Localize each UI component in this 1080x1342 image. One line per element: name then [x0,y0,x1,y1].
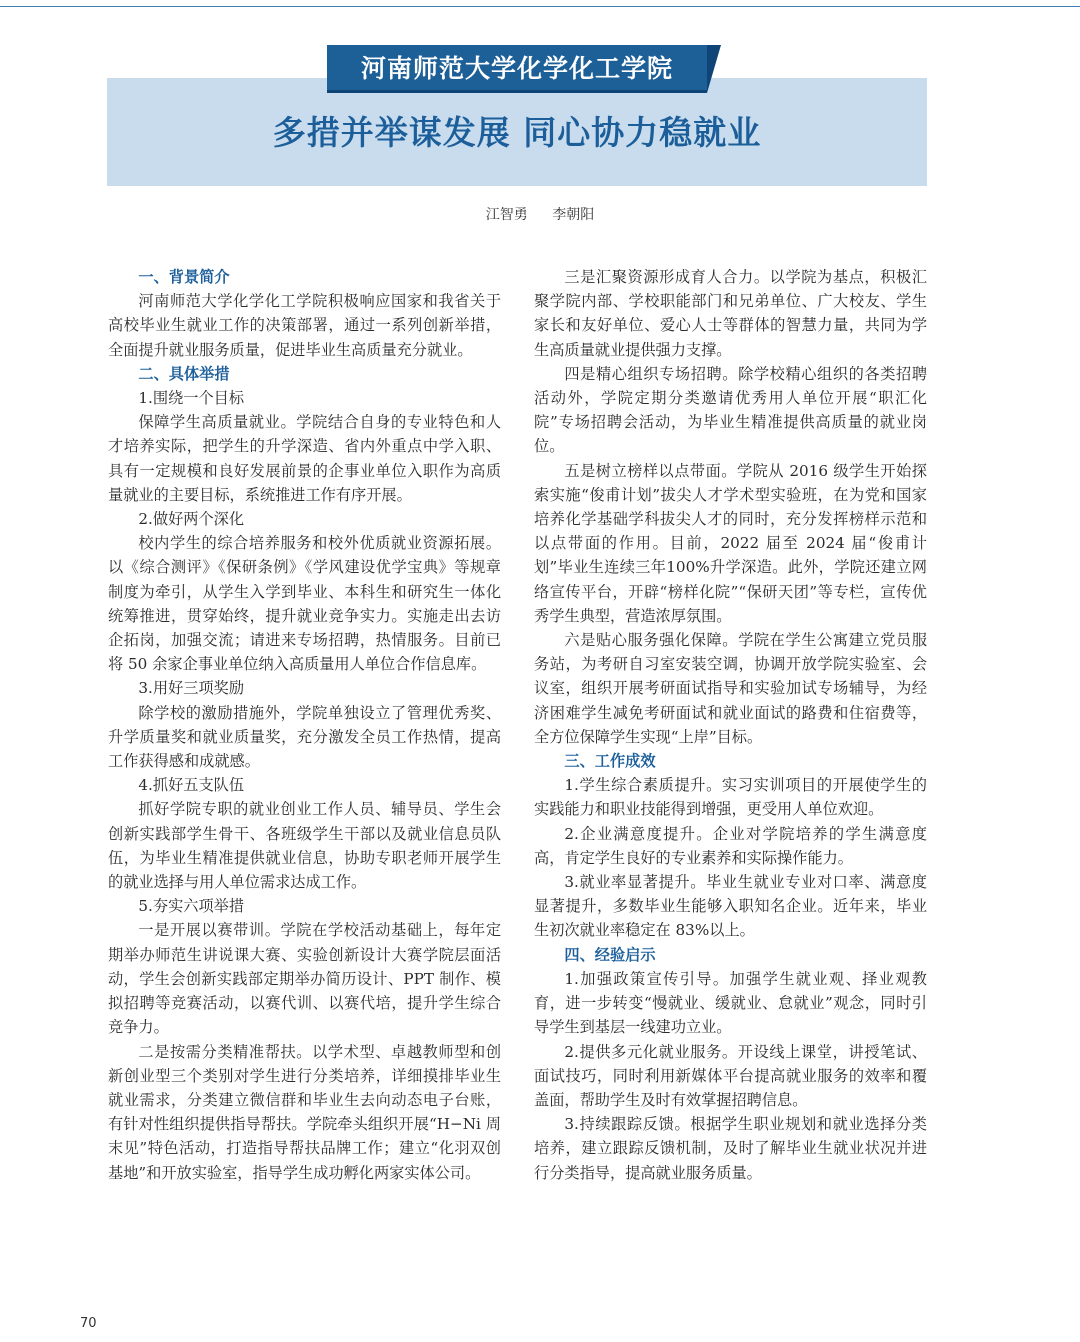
section-heading: 四、经验启示 [564,945,656,964]
paragraph: 3.持续跟踪反馈。根据学生职业规划和就业选择分类培养，建立跟踪反馈机制，及时了解毕业生就业状况并进行分类指导，提高就业服务质量。 [534,1115,927,1182]
paragraph: 二是按需分类精准帮扶。以学术型、卓越教师型和创新创业型三个类别对学生进行分类培养，详细摸排毕业生就业需求，分类建立微信群和毕业生去向动态电子台账，有针对性组织提供指导帮扶。学院牵头组织开展“H−Ni 周末见”特色活动，打造指导帮扶品牌工作；建立“化羽双创基地”和开放实验室，指导学生成功孵化两家实体公司。 [108,1042,501,1182]
paragraph: 1.学生综合素质提升。实习实训项目的开展使学生的实践能力和职业技能得到增强，更受用人单位欢迎。 [534,776,927,819]
subsection-heading: 5.夯实六项举措 [138,897,245,916]
paragraph: 校内学生的综合培养服务和校外优质就业资源拓展。以《综合测评》《保研条例》《学风建设优学宝典》等规章制度为牵引，从学生入学到毕业、本科生和研究生一体化统筹推进，贯穿始终，提升就业竞争实力。实施走出去访企拓岗，加强交流；请进来专场招聘，热情服务。目前已将 50 余家企事业单位纳入高质量用人单位合作信息库。 [108,534,501,674]
author-name: 李朝阳 [552,207,595,223]
author-name: 江智勇 [485,207,528,223]
paragraph: 1.加强政策宣传引导。加强学生就业观、择业观教育，进一步转变“慢就业、缓就业、怠就业”观念，同时引导学生到基层一线建功立业。 [534,969,927,1037]
paragraph: 五是树立榜样以点带面。学院从 2016 级学生开始探索实施“俊甫计划”拔尖人才学术型实验班，在为党和国家培养化学基础学科拔尖人才的同时，充分发挥榜样示范和以点带面的作用。目前，2022 届至 2024 届“俊甫计划”毕业生连续三年100%升学深造。此外，学院还建立网络宣传平台，开辟“榜样化院”“保研天团”等专栏，宣传优秀学生典型，营造浓厚氛围。 [534,461,927,625]
section-heading: 二、具体举措 [138,364,230,383]
paragraph: 四是精心组织专场招聘。除学校精心组织的各类招聘活动外，学院定期分类邀请优秀用人单位开展“职汇化院”专场招聘会活动，为毕业生精准提供高质量的就业岗位。 [534,364,927,456]
paragraph: 2.提供多元化就业服务。开设线上课堂，讲授笔试、面试技巧，同时利用新媒体平台提高就业服务的效率和覆盖面，帮助学生及时有效掌握招聘信息。 [534,1042,927,1109]
section-heading: 三、工作成效 [564,752,656,771]
paragraph: 2.企业满意度提升。企业对学院培养的学生满意度高，肯定学生良好的专业素养和实际操作能力。 [534,824,927,867]
paragraph: 除学校的激励措施外，学院单独设立了管理优秀奖、升学质量奖和就业质量奖，充分激发全员工作热情，提高工作获得感和成就感。 [108,703,501,771]
page-number: 70 [80,1316,97,1331]
paragraph: 3.就业率显著提升。毕业生就业专业对口率、满意度显著提升，多数毕业生能够入职知名企业。近年来，毕业生初次就业率稳定在 83%以上。 [534,873,927,940]
paragraph: 三是汇聚资源形成育人合力。以学院为基点，积极汇聚学院内部、学校职能部门和兄弟单位、广大校友、学生家长和友好单位、爱心人士等群体的智慧力量，共同为学生高质量就业提供强力支撑。 [534,268,927,359]
authors [0,204,1080,224]
left-column [108,265,501,1185]
paragraph: 一是开展以赛带训。学院在学校活动基础上，每年定期举办师范生讲说课大赛、实验创新设计大赛学院层面活动，学生会创新实践部定期举办简历设计、PPT 制作、模拟招聘等竞赛活动，以赛代训、以赛代培，提升学生综合竞争力。 [108,921,501,1037]
subsection-heading: 1.围绕一个目标 [138,389,245,408]
section-heading: 一、背景简介 [138,268,230,286]
paragraph: 河南师范大学化学化工学院积极响应国家和我省关于高校毕业生就业工作的决策部署，通过一系列创新举措，全面提升就业服务质量，促进毕业生高质量充分就业。 [108,292,501,359]
paragraph: 六是贴心服务强化保障。学院在学生公寓建立党员服务站，为考研自习室安装空调，协调开放学院实验室、会议室，组织开展考研面试指导和实验加试专场辅导，为经济困难学生减免考研面试和就业面试的路费和住宿费等，全方位保障学生实现“上岸”目标。 [534,631,927,746]
paragraph: 抓好学院专职的就业创业工作人员、辅导员、学生会创新实践部学生骨干、各班级学生干部以及就业信息员队伍，为毕业生精准提供就业信息，协助专职老师开展学生的就业选择与用人单位需求达成工作。 [108,800,501,892]
right-column [534,265,927,1185]
top-rule [0,6,1080,7]
subsection-heading: 2.做好两个深化 [138,510,245,529]
paragraph: 保障学生高质量就业。学院结合自身的专业特色和人才培养实际，把学生的升学深造、省内外重点中学入职、具有一定规模和良好发展前景的企事业单位入职作为高质量就业的主要目标，系统推进工作有序开展。 [108,413,501,504]
article-title: 多措并举谋发展 同心协力稳就业 [272,113,762,152]
subsection-heading: 4.抓好五支队伍 [138,776,245,795]
institution-tag: 河南师范大学化学化工学院 [327,45,707,93]
subsection-heading: 3.用好三项奖励 [138,679,245,698]
